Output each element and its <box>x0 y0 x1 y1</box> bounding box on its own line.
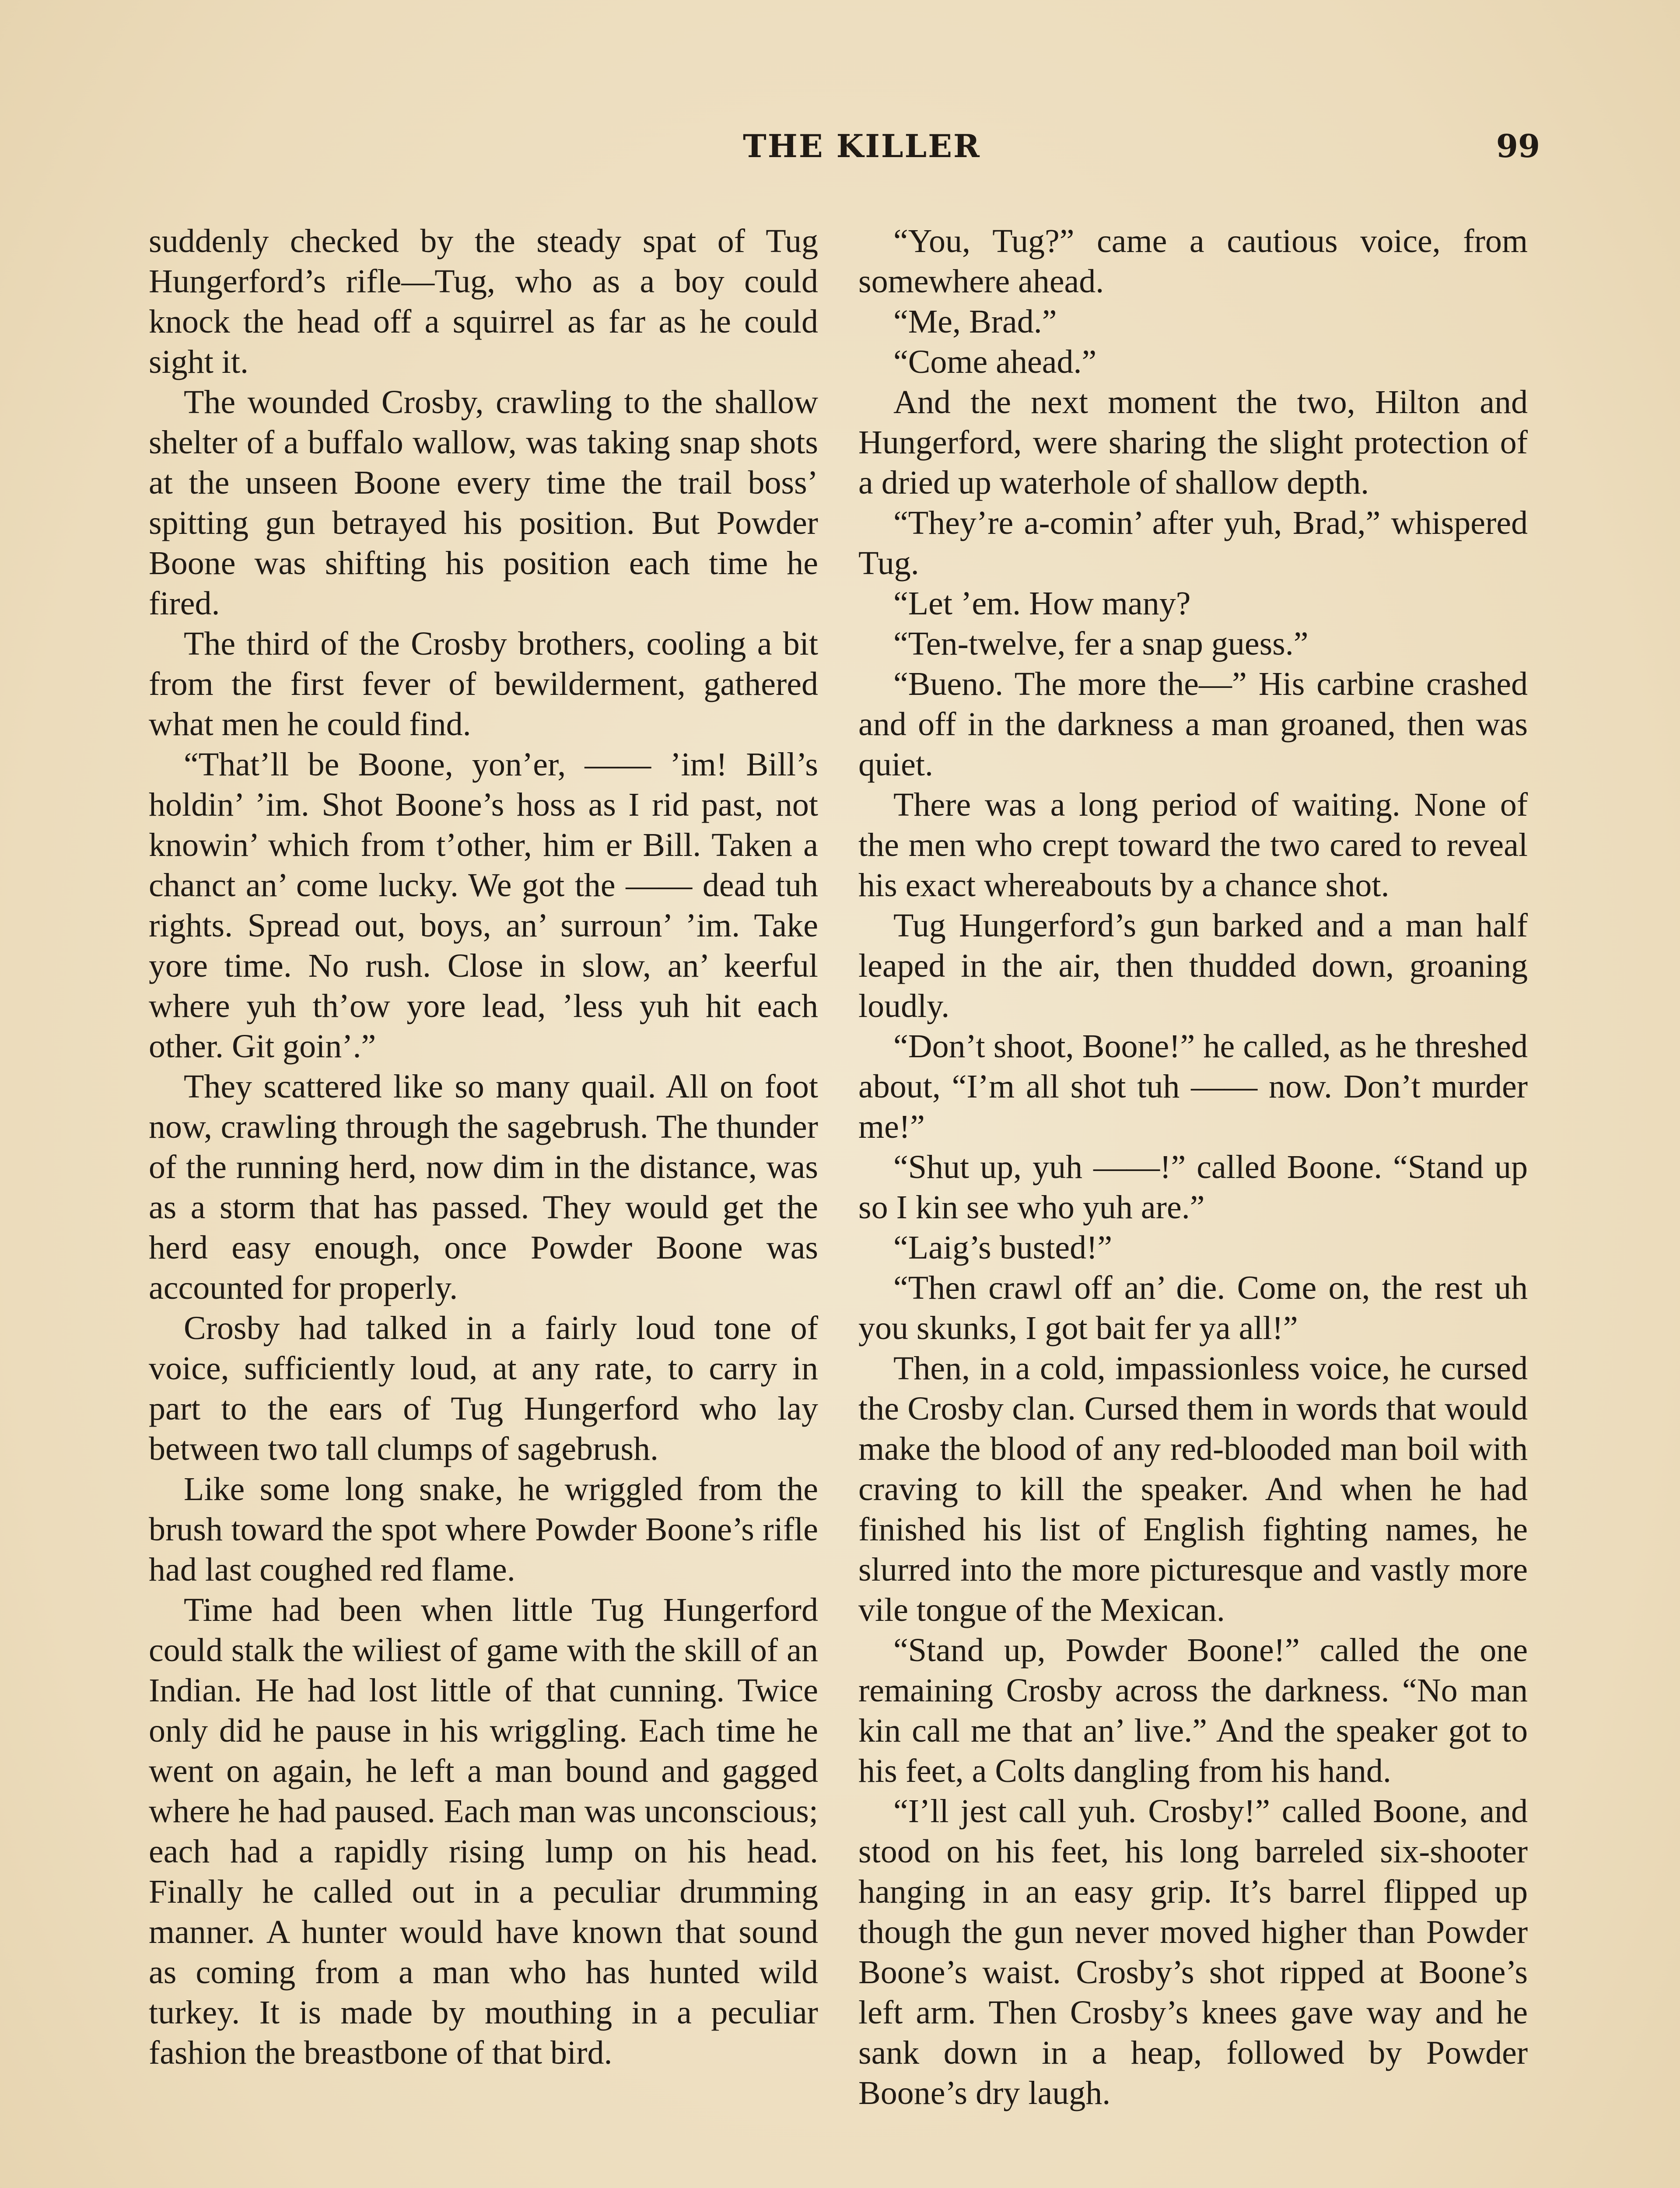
paragraph: And the next moment the two, Hilton and Hungerford, were sharing the slight protection of a dried up waterhole of shallow depth. <box>858 384 1528 501</box>
paragraph: “Then crawl off an’ die. Come on, the rest uh you skunks, I got bait fer ya all!” <box>858 1269 1528 1346</box>
paragraph: “Me, Brad.” <box>893 303 1057 340</box>
paragraph: “Stand up, Powder Boone!” called the one remaining Crosby across the darkness. “No man kin call me that an’ live.” And the speaker got to his feet, a Colts dangling from his hand. <box>858 1632 1528 1789</box>
paragraph: “Shut up, yuh ——!” called Boone. “Stand up so I kin see who yuh are.” <box>858 1149 1528 1226</box>
paragraph: “Let ’em. How many? <box>893 585 1191 622</box>
left-text-column <box>149 221 818 2073</box>
paragraph: “They’re a-comin’ after yuh, Brad,” whispered Tug. <box>858 505 1528 582</box>
paragraph: suddenly checked by the steady spat of Tug Hungerford’s rifle—Tug, who as a boy could knock the head off a squirrel as far as he could sight it. <box>149 223 818 380</box>
paragraph: The wounded Crosby, crawling to the shallow shelter of a buffalo wallow, was taking snap shots at the unseen Boone every time the trail boss’ spitting gun betrayed his position. But Powder Boone was shifting his position each time he fired. <box>149 384 818 622</box>
paragraph: “I’ll jest call yuh. Crosby!” called Boone, and stood on his feet, his long barreled six-shooter hanging in an easy grip. It’s barrel flipped up though the gun never moved higher than Powder Boone’s waist. Crosby’s shot ripped at Boone’s left arm. Then Crosby’s knees gave way and he sank down in a heap, followed by Powder Boone’s dry laugh. <box>858 1793 1528 2111</box>
paragraph: There was a long period of waiting. None of the men who crept toward the two cared to reveal his exact whereabouts by a chance shot. <box>858 786 1528 904</box>
paragraph: “That’ll be Boone, yon’er, —— ’im! Bill’s holdin’ ’im. Shot Boone’s hoss as I rid past, not knowin’ which from t’other, him er Bill. Taken a chanct an’ come lucky. We got the —— dead tuh rights. Spread out, boys, an’ surroun’ ’im. Take yore time. No rush. Close in slow, an’ keerful where yuh th’ow yore lead, ’less yuh hit each other. Git goin’.” <box>149 746 818 1065</box>
paragraph: Crosby had talked in a fairly loud tone of voice, sufficiently loud, at any rate, to carry in part to the ears of Tug Hungerford who lay between two tall clumps of sagebrush. <box>149 1310 818 1467</box>
page-number: 99 <box>1496 127 1540 165</box>
paragraph: “Bueno. The more the—” His carbine crashed and off in the darkness a man groaned, then was quiet. <box>858 666 1528 783</box>
paragraph: The third of the Crosby brothers, cooling a bit from the first fever of bewilderment, gathered what men he could find. <box>149 625 818 743</box>
right-text-column <box>858 221 1528 2113</box>
paragraph: Tug Hungerford’s gun barked and a man half leaped in the air, then thudded down, groaning loudly. <box>858 907 1528 1024</box>
paragraph: Then, in a cold, impassionless voice, he cursed the Crosby clan. Cursed them in words that would make the blood of any red-blooded man boil with craving to kill the speaker. And when he had finished his list of English fighting names, he slurred into the more picturesque and vastly more vile tongue of the Mexican. <box>858 1350 1528 1628</box>
paragraph: They scattered like so many quail. All on foot now, crawling through the sagebrush. The thunder of the running herd, now dim in the distance, was as a storm that has passed. They would get the herd easy enough, once Powder Boone was accounted for properly. <box>149 1068 818 1306</box>
paragraph: “Laig’s busted!” <box>893 1229 1113 1266</box>
paragraph: Like some long snake, he wriggled from the brush toward the spot where Powder Boone’s rifle had last coughed red flame. <box>149 1471 818 1588</box>
paragraph: “You, Tug?” came a cautious voice, from somewhere ahead. <box>858 223 1528 300</box>
paragraph: “Don’t shoot, Boone!” he called, as he threshed about, “I’m all shot tuh —— now. Don’t murder me!” <box>858 1028 1528 1145</box>
paragraph: “Come ahead.” <box>893 344 1097 380</box>
paragraph: “Ten-twelve, fer a snap guess.” <box>893 625 1309 662</box>
paragraph: Time had been when little Tug Hungerford could stalk the wiliest of game with the skill of an Indian. He had lost little of that cunning. Twice only did he pause in his wriggling. Each time he went on again, he left a man bound and gagged where he had paused. Each man was unconscious; each had a rapidly rising lump on his head. Finally he called out in a peculiar drumming manner. A hunter would have known that sound as coming from a man who has hunted wild turkey. It is made by mouthing in a peculiar fashion the breastbone of that bird. <box>149 1592 818 2071</box>
running-title: THE KILLER <box>743 127 981 165</box>
